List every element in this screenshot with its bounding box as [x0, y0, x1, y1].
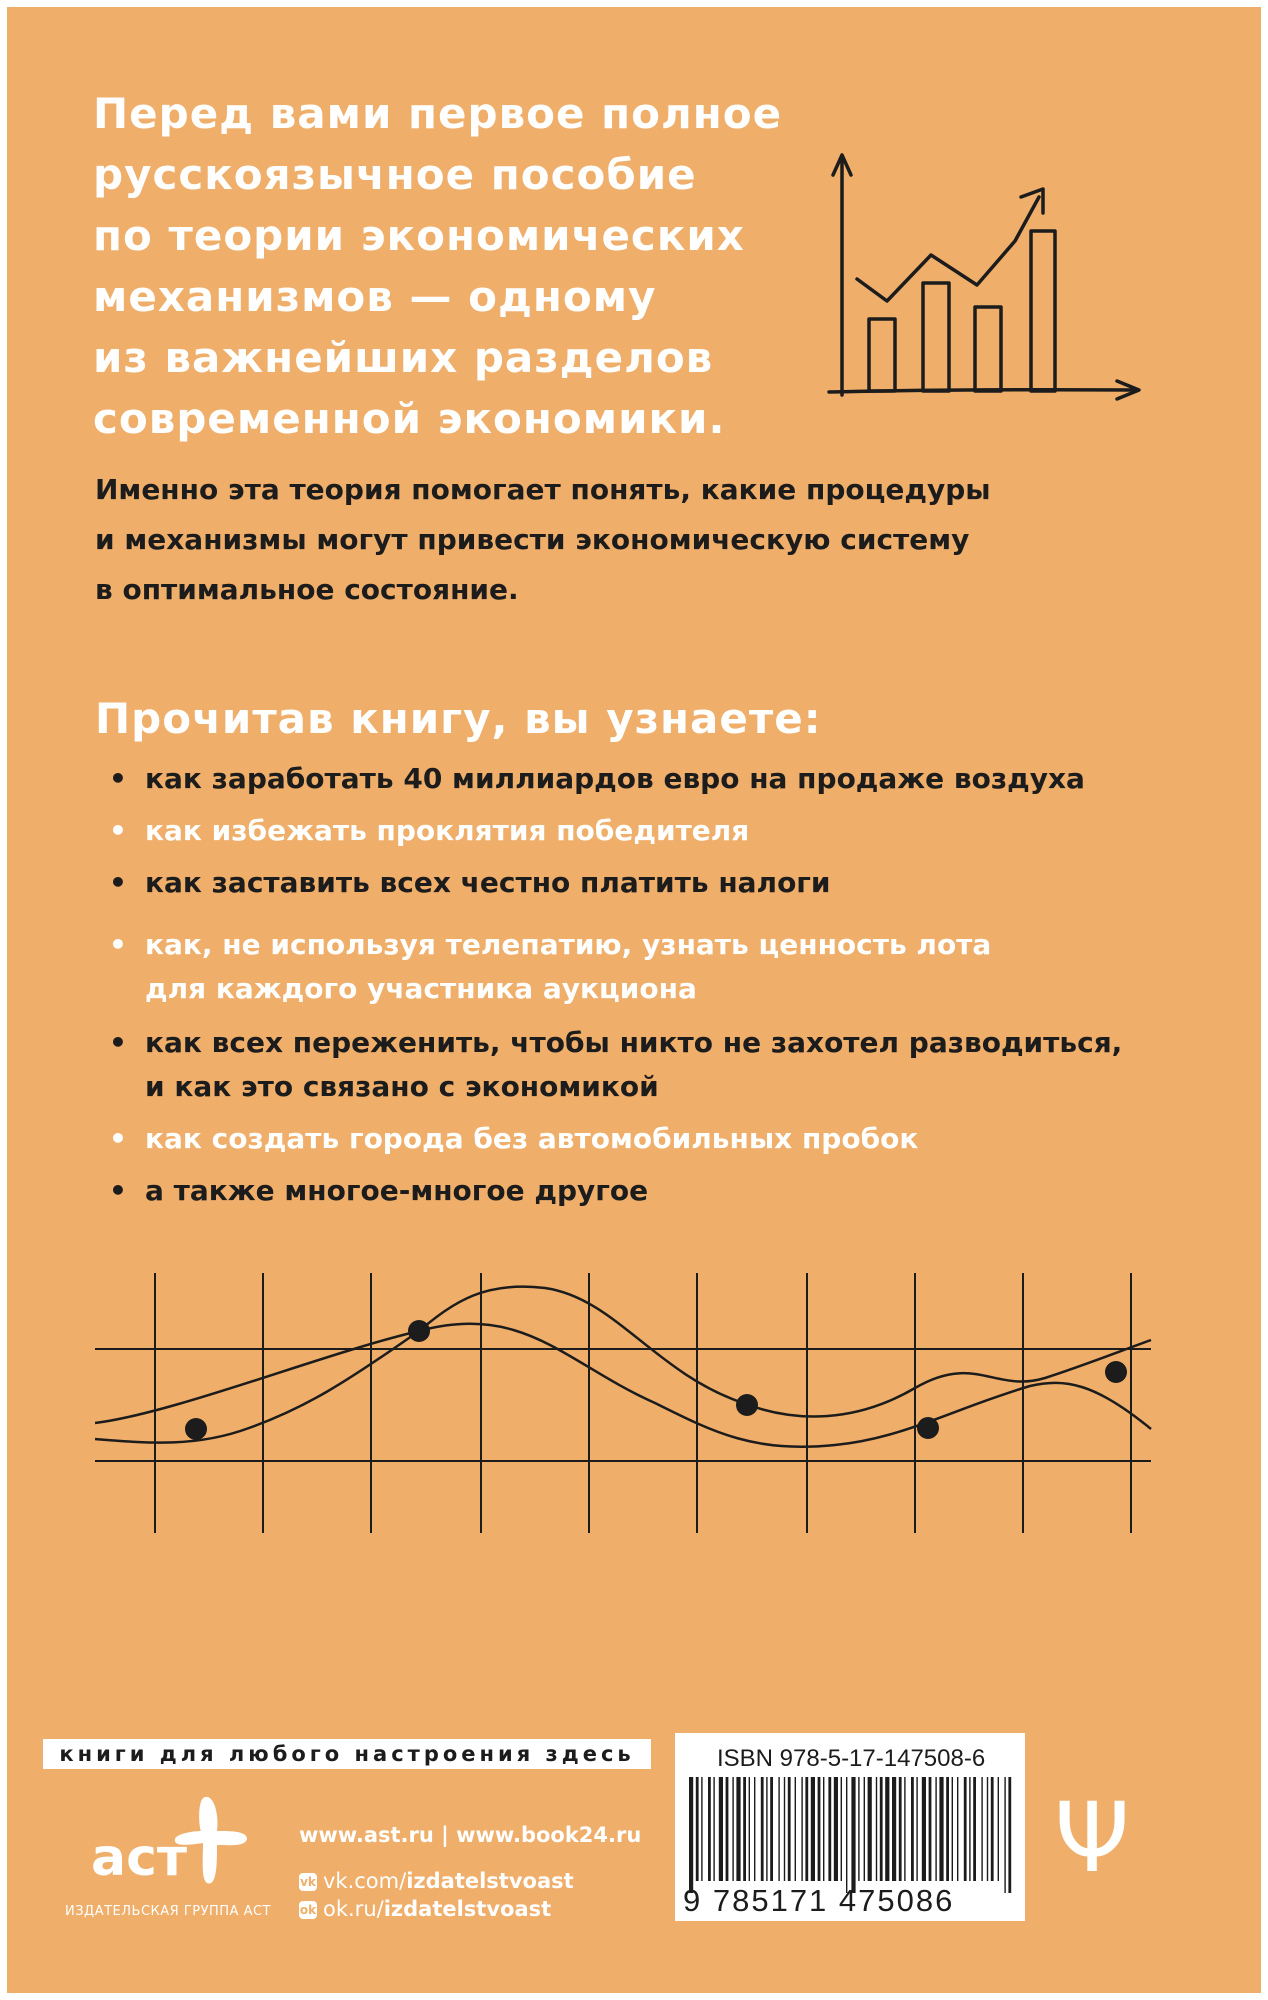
- logo-text: аст: [91, 1828, 188, 1888]
- chart-bar: [869, 319, 895, 391]
- list-item: [97, 923, 1197, 1011]
- list-item: [97, 1117, 1197, 1161]
- list-item: [97, 809, 1197, 853]
- barcode-bar: [880, 1777, 883, 1881]
- barcode-bar: [743, 1777, 746, 1881]
- barcode-bar: [823, 1777, 824, 1881]
- barcode-bar: [868, 1777, 872, 1881]
- publisher-links: [299, 1823, 641, 1923]
- barcode-bar: [778, 1777, 779, 1881]
- ok-link-handle: izdatelstvoast: [383, 1897, 552, 1921]
- lead-paragraph: [95, 465, 1135, 615]
- barcode-bar: [754, 1777, 755, 1881]
- barcode-bar: [788, 1777, 791, 1881]
- barcode-bar: [885, 1777, 889, 1881]
- barcode-bar: [701, 1777, 702, 1881]
- bullet: •: [109, 1174, 127, 1207]
- chart-data-point: [917, 1417, 939, 1439]
- barcode-bar: [795, 1777, 796, 1881]
- headline-line: современной экономики.: [93, 394, 726, 443]
- barcode-bar: [805, 1777, 808, 1881]
- age-rating-glyph: Ψ: [1054, 1782, 1130, 1891]
- barcode-bar: [818, 1777, 821, 1881]
- bullet: •: [109, 762, 127, 795]
- chart-bar: [923, 283, 949, 391]
- barcode-bar: [726, 1777, 729, 1881]
- barcode-bar: [770, 1777, 773, 1881]
- list-item: [97, 757, 1197, 801]
- barcode-bar: [987, 1777, 988, 1881]
- barcode-digits: 9 785171 475086: [683, 1883, 955, 1918]
- ok-link-prefix: ok.ru/: [323, 1897, 384, 1921]
- barcode-bar: [732, 1777, 733, 1881]
- headline-line: Перед вами первое полное: [93, 89, 783, 138]
- wave-curve-b: [95, 1287, 1151, 1443]
- barcode-bar: [858, 1777, 859, 1881]
- barcode-bar: [834, 1777, 838, 1881]
- wave-curve-a: [95, 1324, 1151, 1447]
- chart-data-point: [736, 1394, 758, 1416]
- barcode-bar: [935, 1777, 936, 1881]
- barcode-bar: [736, 1777, 740, 1881]
- headline-line: по теории экономических: [93, 211, 745, 260]
- list-item: [97, 1021, 1197, 1109]
- barcode-bar: [851, 1777, 855, 1893]
- barcode-bar: [1008, 1777, 1011, 1893]
- bullet: •: [109, 814, 127, 847]
- barcode-bar: [1004, 1777, 1005, 1893]
- barcode-bar: [973, 1777, 976, 1881]
- headline-line: из важнейших разделов: [93, 333, 714, 382]
- barcode-bar: [846, 1777, 847, 1893]
- vk-link-prefix: vk.com/: [323, 1869, 407, 1893]
- chart-bar: [975, 307, 1001, 391]
- vk-link-handle: izdatelstvoast: [406, 1869, 574, 1893]
- growth-chart-icon: [817, 145, 1157, 415]
- barcode-bar: [916, 1777, 917, 1881]
- list-item: [97, 861, 1197, 905]
- bullet: •: [109, 866, 127, 899]
- ok-link[interactable]: [299, 1895, 641, 1923]
- bullet: •: [109, 1026, 127, 1059]
- chart-data-point: [1105, 1361, 1127, 1383]
- bullet: •: [109, 928, 127, 961]
- barcode-bar: [811, 1777, 815, 1881]
- learn-title: Прочитав книгу, вы узнаете:: [95, 694, 822, 743]
- barcode-bar: [761, 1777, 764, 1881]
- barcode-bars: [685, 1777, 1015, 1893]
- list-item: [97, 1169, 1197, 1213]
- lead-line: Именно эта теория помогает понять, какие процедуры: [95, 473, 991, 506]
- headline: [93, 83, 823, 449]
- chart-bar: [1031, 231, 1055, 391]
- barcode-bar: [957, 1777, 958, 1881]
- lead-line: и механизмы могут привести экономическую систему: [95, 523, 970, 556]
- web-links[interactable]: www.ast.ru | www.book24.ru: [299, 1823, 642, 1847]
- barcode-bar: [841, 1777, 842, 1881]
- list-item-text: как всех переженить, чтобы никто не захотел разводиться,: [145, 1026, 1123, 1059]
- barcode-bar: [689, 1777, 693, 1893]
- tagline: книги для любого настроения здесь: [43, 1739, 651, 1769]
- barcode-bar: [892, 1777, 896, 1881]
- ok-icon: ok: [299, 1903, 317, 1917]
- barcode-bar: [964, 1777, 967, 1881]
- barcode-bar: [708, 1777, 711, 1881]
- barcode-bar: [952, 1777, 953, 1881]
- age-rating-symbol: [1047, 1781, 1137, 1891]
- list-item-text: как создать города без автомобильных пробок: [145, 1122, 919, 1155]
- barcode-bar: [801, 1777, 802, 1881]
- barcode-bar: [713, 1777, 714, 1881]
- barcode-bar: [904, 1777, 905, 1881]
- wave-chart-illustration: [95, 1273, 1165, 1533]
- publisher-name: ИЗДАТЕЛЬСКАЯ ГРУППА АСТ: [65, 1904, 271, 1919]
- barcode-bar: [946, 1777, 949, 1881]
- barcode-bar: [969, 1777, 970, 1881]
- barcode-bar: [911, 1777, 914, 1881]
- barcode-bar: [981, 1777, 982, 1881]
- barcode-bar: [766, 1777, 767, 1881]
- barcode-bar: [929, 1777, 932, 1881]
- barcode-bar: [991, 1777, 994, 1881]
- vk-icon: vk: [300, 1875, 316, 1889]
- list-item-text: а также многое-многое другое: [145, 1174, 649, 1207]
- barcode-bar: [828, 1777, 831, 1881]
- isbn-barcode: [675, 1733, 1025, 1921]
- barcode-bar: [899, 1777, 902, 1881]
- barcode-bar: [876, 1777, 877, 1881]
- bullet: •: [109, 1122, 127, 1155]
- list-item-text: как заработать 40 миллиардов евро на продаже воздуха: [145, 762, 1085, 795]
- barcode-bar: [939, 1777, 943, 1881]
- list-item-text: как избежать проклятия победителя: [145, 814, 750, 847]
- barcode-bar: [922, 1777, 926, 1881]
- barcode-bar: [784, 1777, 785, 1881]
- chart-data-point: [185, 1418, 207, 1440]
- barcode-bar: [998, 1777, 999, 1881]
- list-item-text: и как это связано с экономикой: [145, 1070, 659, 1103]
- chart-data-point: [408, 1320, 430, 1342]
- isbn-text: ISBN 978-5-17-147508-6: [717, 1745, 986, 1772]
- headline-line: механизмов — одному: [93, 272, 657, 321]
- barcode-bar: [864, 1777, 865, 1881]
- list-item-text: как, не используя телепатию, узнать ценность лота: [145, 928, 992, 961]
- lead-line: в оптимальное состояние.: [95, 573, 519, 606]
- barcode-bar: [696, 1777, 699, 1881]
- book-back-cover: [7, 7, 1261, 1993]
- ast-logo: [85, 1787, 285, 1897]
- barcode-bar: [719, 1777, 723, 1881]
- barcode-bar: [749, 1777, 750, 1881]
- headline-line: русскоязычное пособие: [93, 150, 697, 199]
- vk-link[interactable]: [299, 1867, 641, 1895]
- list-item-text: как заставить всех честно платить налоги: [145, 866, 831, 899]
- list-item-text: для каждого участника аукциона: [145, 972, 697, 1005]
